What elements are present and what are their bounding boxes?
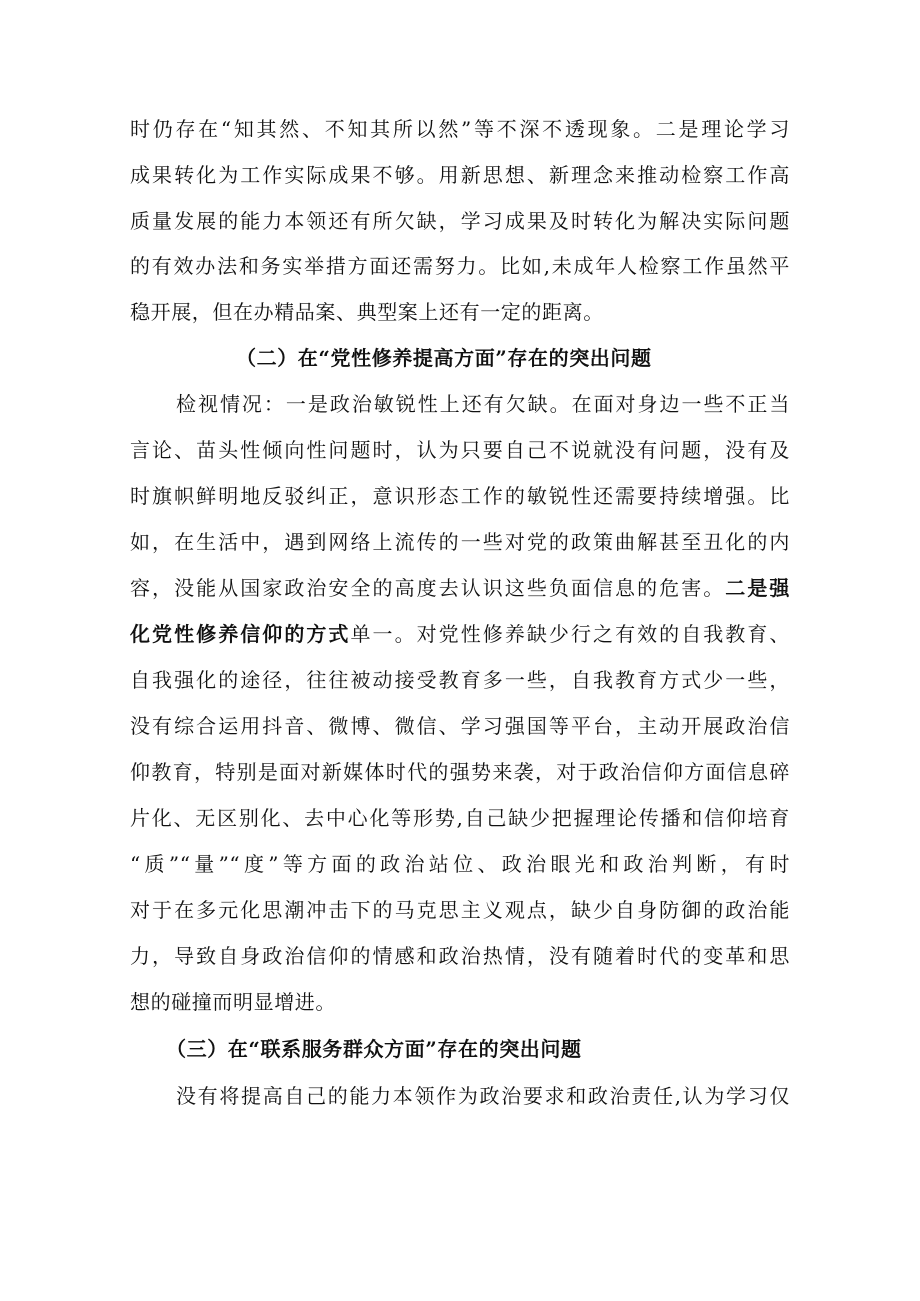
paragraph-line: 时仍存在“知其然、不知其所以然”等不深不透现象。二是理论学习: [130, 117, 790, 141]
text-normal: 容，没能从国家政治安全的高度去认识这些负面信息的危害。: [130, 576, 726, 600]
paragraph-line: 力，导致自身政治信仰的情感和政治热情，没有随着时代的变革和思: [130, 944, 790, 968]
paragraph-line: 的有效办法和务实举措方面还需努力。比如,未成年人检察工作虽然平: [130, 254, 790, 278]
paragraph-line-mixed: [130, 568, 790, 608]
paragraph-line: 时旗帜鲜明地反驳纠正，意识形态工作的敏锐性还需要持续增强。比: [130, 484, 790, 508]
paragraph-line: “质”“量”“度”等方面的政治站位、政治眼光和政治判断，有时: [130, 852, 790, 876]
paragraph-line: 片化、无区别化、去中心化等形势,自己缺少把握理论传播和信仰培育: [130, 806, 790, 830]
text-bold: 化党性修养信仰的方式: [130, 622, 351, 646]
paragraph-line: 对于在多元化思潮冲击下的马克思主义观点，缺少自身防御的政治能: [130, 898, 790, 922]
paragraph-line: 没有将提高自己的能力本领作为政治要求和政治责任,认为学习仅: [176, 1084, 790, 1108]
paragraph-line: 检视情况：一是政治敏锐性上还有欠缺。在面对身边一些不正当: [176, 392, 790, 416]
paragraph-line: 自我强化的途径，往往被动接受教育多一些，自我教育方式少一些，: [130, 668, 790, 692]
text-bold: 二是强: [725, 576, 790, 600]
paragraph-line: 想的碰撞而明显增进。: [130, 990, 336, 1014]
paragraph-line: 没有综合运用抖音、微博、微信、学习强国等平台，主动开展政治信: [130, 714, 790, 738]
paragraph-line: 如，在生活中，遇到网络上流传的一些对党的政策曲解甚至丑化的内: [130, 530, 790, 554]
paragraph-line: 仰教育，特别是面对新媒体时代的强势来袭，对于政治信仰方面信息碎: [130, 760, 790, 784]
paragraph-line: 成果转化为工作实际成果不够。用新思想、新理念来推动检察工作高: [130, 163, 790, 187]
section-heading-2: （二）在“党性修养提高方面”存在的突出问题: [236, 346, 652, 370]
text-normal: 单一。对党性修养缺少行之有效的自我教育、: [350, 622, 791, 646]
paragraph-line: 质量发展的能力本领还有所欠缺，学习成果及时转化为解决实际问题: [130, 209, 790, 233]
paragraph-line: 稳开展，但在办精品案、典型案上还有一定的距离。: [130, 300, 604, 324]
paragraph-line: 言论、苗头性倾向性问题时，认为只要自己不说就没有问题，没有及: [130, 438, 790, 462]
paragraph-line-mixed: [130, 614, 790, 654]
section-heading-3: （三）在“联系服务群众方面”存在的突出问题: [166, 1037, 582, 1061]
